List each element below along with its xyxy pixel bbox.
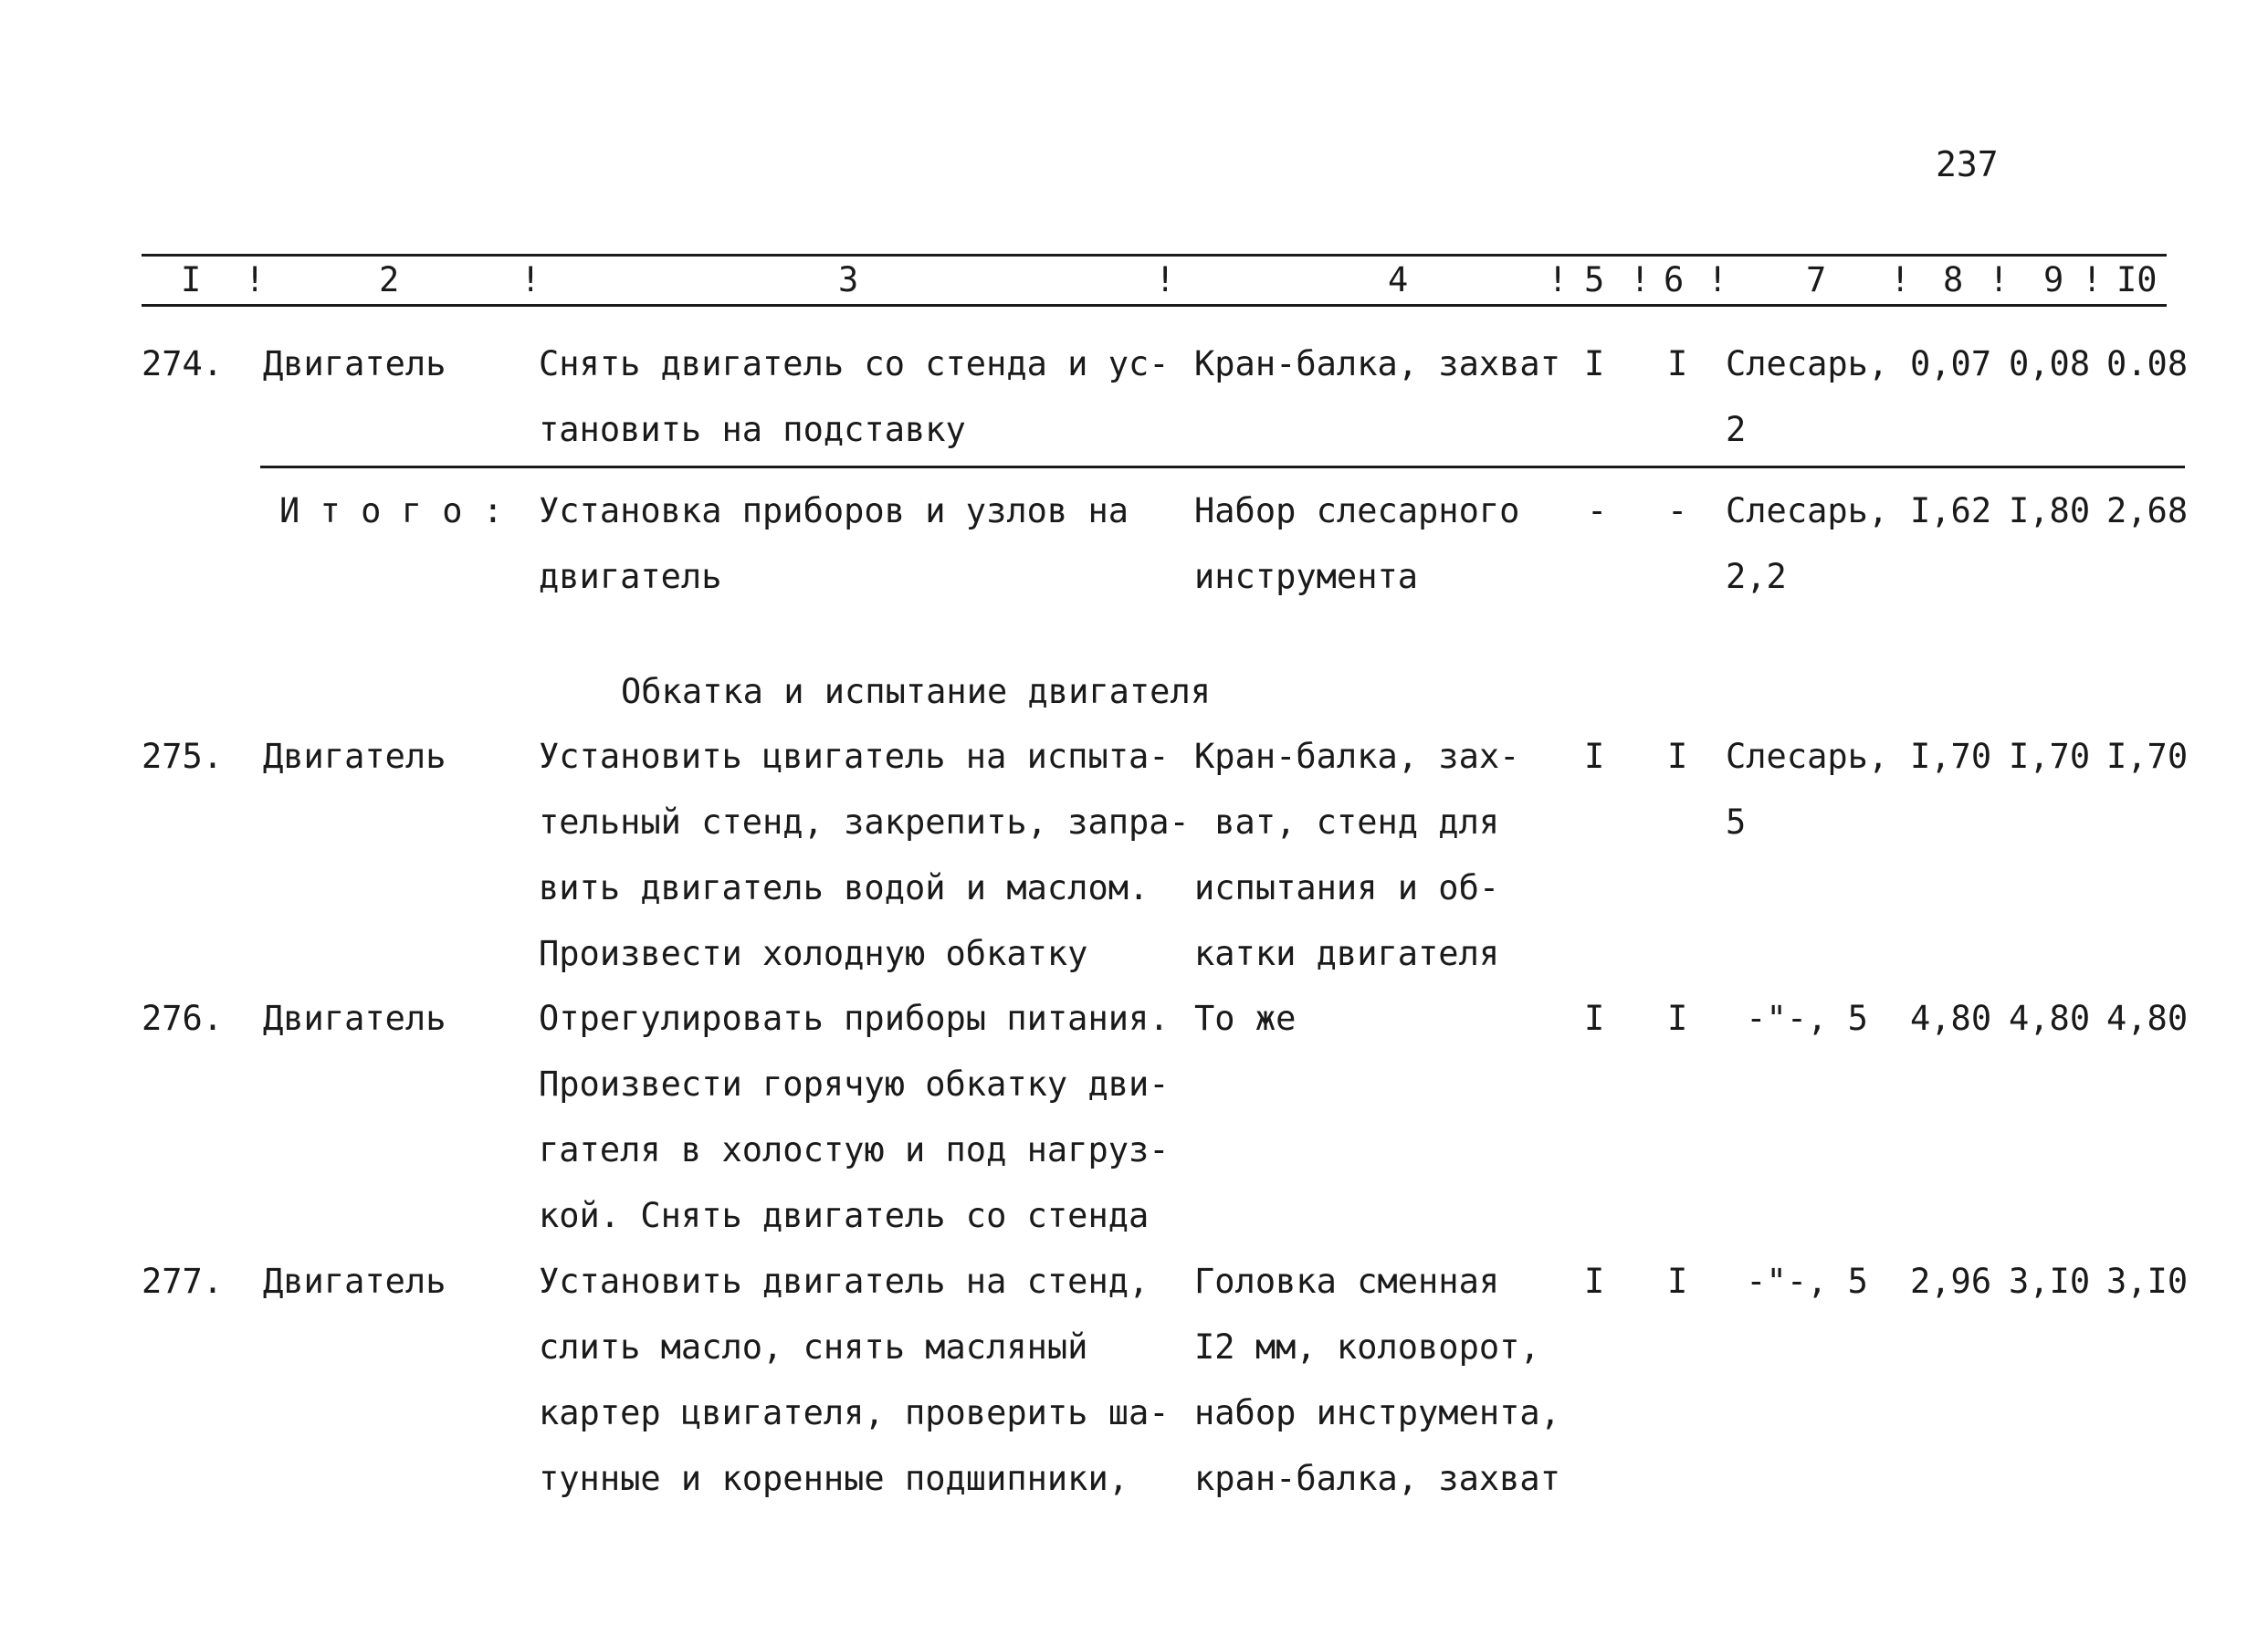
- row-col6: I: [1667, 999, 1688, 1038]
- row-value-8: I,70: [1910, 737, 1992, 776]
- row-value-9: I,70: [2009, 737, 2091, 776]
- header-sep: !: [1548, 260, 1569, 299]
- header-sep: !: [1155, 260, 1176, 299]
- row-number: 275.: [142, 737, 224, 776]
- header-sep: !: [1989, 260, 2010, 299]
- row-work: Отрегулировать приборы питания. Произвести горячую обкатку дви- гателя в холостую и под нагруз- кой. Снять двигатель со стенда: [539, 999, 1170, 1235]
- row-col6: I: [1667, 344, 1688, 383]
- header-col-7: 7: [1806, 260, 1827, 299]
- row-value-8: 2,96: [1910, 1262, 1992, 1301]
- header-col-1: I: [181, 260, 202, 299]
- row-equipment: То же: [1194, 999, 1297, 1038]
- row-value-10: 2,68: [2106, 491, 2189, 530]
- row-object: Двигатель: [263, 999, 446, 1038]
- header-sep: !: [2082, 260, 2103, 299]
- page-number: 237: [1936, 144, 1999, 184]
- row-value-10: 0.08: [2106, 344, 2189, 383]
- section-heading: Обкатка и испытание двигателя: [621, 672, 1212, 711]
- header-bottom-rule: [142, 304, 2167, 307]
- row-equipment: Кран-балка, захват: [1194, 344, 1560, 383]
- row-total-label: И т о г о :: [279, 491, 504, 530]
- row-number: 274.: [142, 344, 224, 383]
- row-object: Двигатель: [263, 1262, 446, 1301]
- row-value-8: I,62: [1910, 491, 1992, 530]
- header-col-2: 2: [379, 260, 400, 299]
- row-col6: I: [1667, 1262, 1688, 1301]
- header-sep: !: [1630, 260, 1651, 299]
- header-top-rule: [142, 254, 2167, 257]
- row-object: Двигатель: [263, 344, 446, 383]
- row-equipment: Кран-балка, зах- ват, стенд для испытания и об- катки двигателя: [1194, 737, 1520, 973]
- row-worker: -"-, 5: [1726, 999, 1868, 1038]
- header-col-10: I0: [2116, 260, 2158, 299]
- row-worker: Слесарь, 2: [1726, 344, 1889, 449]
- header-col-3: 3: [838, 260, 859, 299]
- header-col-5: 5: [1584, 260, 1605, 299]
- header-sep: !: [520, 260, 541, 299]
- row-col6: -: [1667, 491, 1688, 530]
- row-worker: -"-, 5: [1726, 1262, 1868, 1301]
- header-col-9: 9: [2043, 260, 2064, 299]
- row-work: Установить цвигатель на испыта- тельный стенд, закрепить, запра- вить двигатель водой и маслом. Произвести холодную обкатку: [539, 737, 1190, 973]
- row-number: 277.: [142, 1262, 224, 1301]
- row-worker: Слесарь, 5: [1726, 737, 1889, 842]
- total-rule: [260, 466, 2185, 468]
- row-value-9: 3,I0: [2009, 1262, 2091, 1301]
- row-col5: I: [1584, 1262, 1605, 1301]
- row-value-10: 3,I0: [2106, 1262, 2189, 1301]
- row-work: Установить двигатель на стенд, слить масло, снять масляный картер цвигателя, проверить ша- тунные и коренные подшипники,: [539, 1262, 1170, 1498]
- row-col5: I: [1584, 344, 1605, 383]
- row-value-10: 4,80: [2106, 999, 2189, 1038]
- header-sep: !: [245, 260, 266, 299]
- row-col5: I: [1584, 999, 1605, 1038]
- row-value-9: 4,80: [2009, 999, 2091, 1038]
- header-sep: !: [1707, 260, 1728, 299]
- row-equipment: Набор слесарного инструмента: [1194, 491, 1520, 596]
- row-number: 276.: [142, 999, 224, 1038]
- row-work: Снять двигатель со стенда и ус- тановить на подставку: [539, 344, 1170, 449]
- row-value-9: I,80: [2009, 491, 2091, 530]
- row-value-10: I,70: [2106, 737, 2189, 776]
- row-equipment: Головка сменная I2 мм, коловорот, набор инструмента, кран-балка, захват: [1194, 1262, 1560, 1498]
- row-value-8: 0,07: [1910, 344, 1992, 383]
- header-col-4: 4: [1388, 260, 1409, 299]
- row-work: Установка приборов и узлов на двигатель: [539, 491, 1129, 596]
- header-sep: !: [1890, 260, 1911, 299]
- row-object: Двигатель: [263, 737, 446, 776]
- row-col6: I: [1667, 737, 1688, 776]
- row-worker: Слесарь, 2,2: [1726, 491, 1889, 596]
- row-value-9: 0,08: [2009, 344, 2091, 383]
- row-col5: -: [1587, 491, 1608, 530]
- header-col-6: 6: [1664, 260, 1685, 299]
- row-value-8: 4,80: [1910, 999, 1992, 1038]
- row-col5: I: [1584, 737, 1605, 776]
- header-col-8: 8: [1943, 260, 1964, 299]
